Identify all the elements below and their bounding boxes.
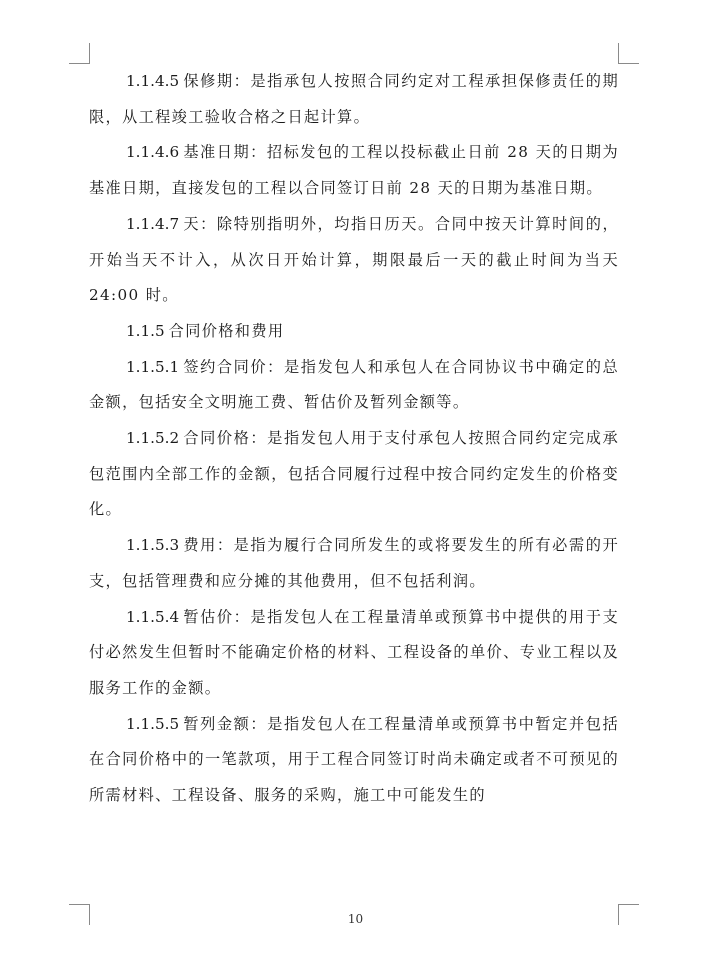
paragraph (89, 600, 619, 707)
page-number: 10 (347, 912, 364, 926)
clause-text: 基准日期：招标发包的工程以投标截止日前 28 天的日期为基准日期，直接发包的工程以合同签订日前 28 天的日期为基准日期。 (89, 143, 619, 198)
clause-text: 签约合同价：是指发包人和承包人在合同协议书中确定的总金额，包括安全文明施工费、暂估价及暂列金额等。 (89, 357, 619, 412)
clause-text: 暂估价：是指发包人在工程量清单或预算书中提供的用于支付必然发生但暂时不能确定价格的材料、工程设备的单价、专业工程以及服务工作的金额。 (89, 607, 619, 697)
clause-number: 1.1.5.5 (126, 714, 180, 733)
clause-number: 1.1.4.6 (126, 143, 180, 162)
paragraph (89, 707, 619, 814)
page-content (89, 64, 619, 814)
paragraph (89, 421, 619, 528)
crop-mark-top-right (618, 43, 639, 64)
clause-text: 费用：是指为履行合同所发生的或将要发生的所有必需的开支，包括管理费和应分摊的其他费用，但不包括利润。 (89, 536, 619, 590)
paragraph (89, 350, 619, 421)
clause-number: 1.1.5.1 (126, 357, 180, 376)
crop-mark-top-left (69, 43, 90, 64)
clause-text: 天：除特别指明外，均指日历天。合同中按天计算时间的，开始当天不计入，从次日开始计算，期限最后一天的截止时间为当天 24:00 时。 (89, 214, 619, 305)
clause-number: 1.1.5.3 (126, 536, 180, 555)
section-title: 合同价格和费用 (168, 321, 285, 340)
clause-number: 1.1.4.5 (126, 72, 180, 90)
paragraph (89, 207, 619, 314)
clause-number: 1.1.5.4 (126, 607, 180, 626)
paragraph (89, 64, 619, 135)
section-number: 1.1.5 (126, 321, 165, 340)
clause-number: 1.1.5.2 (126, 429, 180, 448)
section-heading (89, 314, 619, 350)
clause-number: 1.1.4.7 (126, 214, 180, 233)
paragraph (89, 528, 619, 599)
clause-text: 保修期：是指承包人按照合同约定对工程承担保修责任的期限，从工程竣工验收合格之日起计算。 (89, 72, 619, 126)
paragraph (89, 135, 619, 206)
clause-text: 合同价格：是指发包人用于支付承包人按照合同约定完成承包范围内全部工作的金额，包括合同履行过程中按合同约定发生的价格变化。 (89, 429, 619, 519)
clause-text: 暂列金额：是指发包人在工程量清单或预算书中暂定并包括在合同价格中的一笔款项，用于工程合同签订时尚未确定或者不可预见的所需材料、工程设备、服务的采购，施工中可能发生的 (89, 714, 619, 805)
